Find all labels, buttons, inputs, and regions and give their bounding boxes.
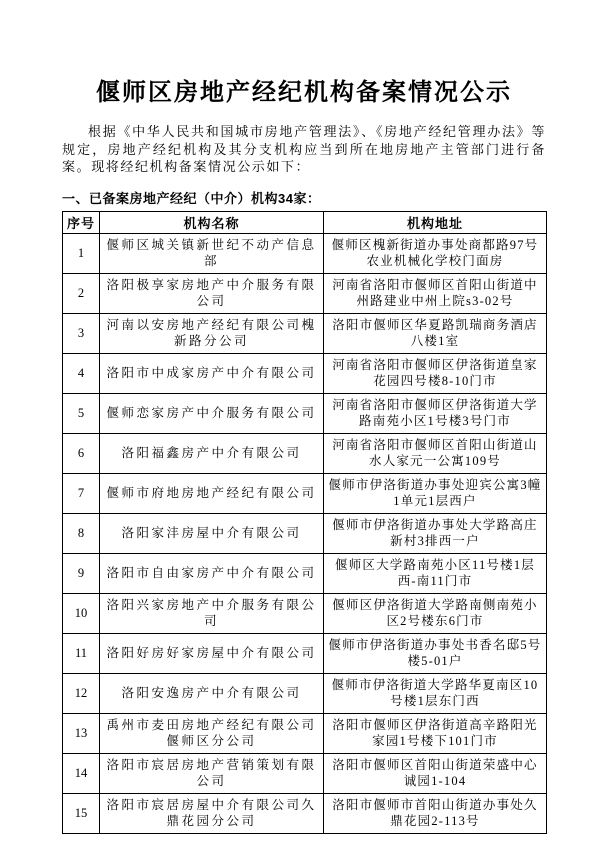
table-row (63, 753, 547, 793)
table-row (63, 233, 547, 273)
agency-name-cell: 洛阳市宸居房屋中介有限公司久鼎花园分公司 (100, 793, 324, 833)
header-row (63, 211, 547, 233)
agency-name-cell: 禹州市麦田房地产经纪有限公司偃师区分公司 (100, 713, 324, 753)
agency-name-cell: 洛阳市宸居房地产营销策划有限公司 (100, 753, 324, 793)
agency-address-cell: 偃师市伊洛街道办事处书香名邸5号楼5-01户 (324, 633, 547, 673)
agency-address-cell: 偃师市伊洛街道大学路华夏南区10号楼1层东门西 (324, 673, 547, 713)
table-row (63, 793, 547, 833)
section-heading: 一、已备案房地产经纪（中介）机构34家： (62, 190, 321, 206)
agency-address-cell: 河南省洛阳市偃师区伊洛街道皇家花园四号楼8-10门市 (324, 353, 547, 393)
agency-address-cell: 河南省洛阳市偃师区首阳山街道中州路建业中州上院s3-02号 (324, 273, 547, 313)
row-number-cell: 5 (63, 393, 100, 433)
table-row (63, 513, 547, 553)
agency-name-cell: 河南以安房地产经纪有限公司槐新路分公司 (100, 313, 324, 353)
row-number-cell: 4 (63, 353, 100, 393)
column-header-address: 机构地址 (324, 211, 547, 233)
agency-address-cell: 洛阳市偃师市首阳山街道办事处久鼎花园2-113号 (324, 793, 547, 833)
table-row (63, 713, 547, 753)
agency-table (62, 211, 547, 834)
table-row (63, 633, 547, 673)
agency-name-cell: 洛阳好房好家房屋中介有限公司 (100, 633, 324, 673)
agency-address-cell: 洛阳市偃师区伊洛街道高辛路阳光家园1号楼下101门市 (324, 713, 547, 753)
agency-address-cell: 偃师区槐新街道办事处商都路97号农业机械化学校门面房 (324, 233, 547, 273)
table-row (63, 673, 547, 713)
agency-name-cell: 偃师恋家房产中介服务有限公司 (100, 393, 324, 433)
page-title: 偃师区房地产经纪机构备案情况公示 (96, 79, 512, 106)
agency-address-cell: 洛阳市偃师区华夏路凯瑞商务酒店八楼1室 (324, 313, 547, 353)
agency-address-cell: 河南省洛阳市偃师区首阳山街道山水人家元一公寓109号 (324, 433, 547, 473)
row-number-cell: 14 (63, 753, 100, 793)
row-number-cell: 12 (63, 673, 100, 713)
agency-name-cell: 洛阳极享家房地产中介服务有限公司 (100, 273, 324, 313)
column-header-number: 序号 (63, 211, 100, 233)
agency-name-cell: 洛阳福鑫房产中介有限公司 (100, 433, 324, 473)
row-number-cell: 3 (63, 313, 100, 353)
agency-address-cell: 偃师市伊洛街道办事处大学路高庄新村3排西一户 (324, 513, 547, 553)
row-number-cell: 1 (63, 233, 100, 273)
agency-name-cell: 偃师区城关镇新世纪不动产信息部 (100, 233, 324, 273)
column-header-name: 机构名称 (100, 211, 324, 233)
table-row (63, 433, 547, 473)
agency-table-body (63, 233, 547, 833)
row-number-cell: 7 (63, 473, 100, 513)
intro-paragraph: 根据《中华人民共和国城市房地产管理法》、《房地产经纪管理办法》等规定，房地产经纪机构及其分支机构应当到所在地房地产主管部门进行备案。现将经纪机构备案情况公示如下： (62, 124, 546, 174)
agency-address-cell: 洛阳市偃师区首阳山街道荣盛中心诚园1-104 (324, 753, 547, 793)
agency-address-cell: 偃师市伊洛街道办事处迎宾公寓3幢1单元1层西户 (324, 473, 547, 513)
row-number-cell: 6 (63, 433, 100, 473)
row-number-cell: 10 (63, 593, 100, 633)
table-row (63, 353, 547, 393)
row-number-cell: 15 (63, 793, 100, 833)
table-row (63, 393, 547, 433)
agency-name-cell: 洛阳家沣房屋中介有限公司 (100, 513, 324, 553)
table-row (63, 473, 547, 513)
agency-name-cell: 洛阳兴家房地产中介服务有限公司 (100, 593, 324, 633)
agency-name-cell: 洛阳安逸房产中介有限公司 (100, 673, 324, 713)
row-number-cell: 2 (63, 273, 100, 313)
agency-address-cell: 偃师区大学路南苑小区11号楼1层西-南11门市 (324, 553, 547, 593)
agency-address-cell: 偃师区伊洛街道大学路南侧南苑小区2号楼东6门市 (324, 593, 547, 633)
row-number-cell: 11 (63, 633, 100, 673)
table-row (63, 553, 547, 593)
table-row (63, 273, 547, 313)
row-number-cell: 8 (63, 513, 100, 553)
agency-address-cell: 河南省洛阳市偃师区伊洛街道大学路南苑小区1号楼3号门市 (324, 393, 547, 433)
table-row (63, 313, 547, 353)
row-number-cell: 9 (63, 553, 100, 593)
agency-table-header (63, 211, 547, 233)
row-number-cell: 13 (63, 713, 100, 753)
agency-name-cell: 洛阳市中成家房产中介有限公司 (100, 353, 324, 393)
table-row (63, 593, 547, 633)
agency-name-cell: 偃师市府地房地产经纪有限公司 (100, 473, 324, 513)
agency-name-cell: 洛阳市自由家房产中介有限公司 (100, 553, 324, 593)
